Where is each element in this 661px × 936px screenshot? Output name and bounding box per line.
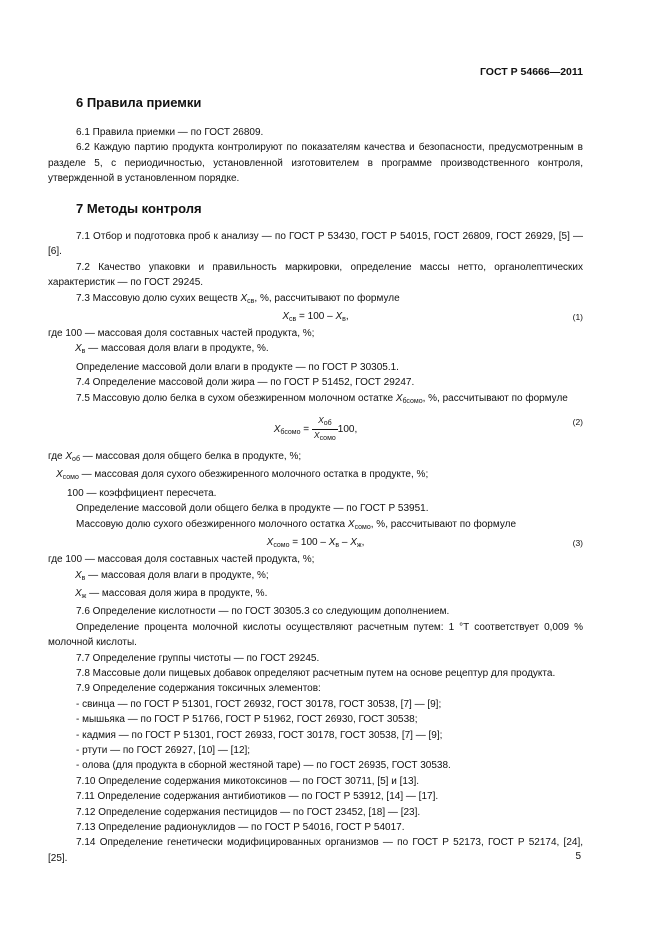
formula-1 <box>48 309 583 326</box>
paragraph-7-2: 7.2 Качество упаковки и правильность маркировки, определение массы нетто, органолептических характеристик — по ГОСТ 29245. <box>48 261 583 289</box>
definition-2-a: где $X_{об}$ — массовая доля общего белка в продукте, %; <box>48 451 302 464</box>
list-item-arsenic: - мышьяка — по ГОСТ Р 51766, ГОСТ Р 51962, ГОСТ 26930, ГОСТ 30538; <box>76 714 418 726</box>
paragraph-7-8: 7.8 Массовые доли пищевых добавок определяют расчетным путем на основе рецептур для продукта. <box>76 667 556 679</box>
paragraph-7-7: 7.7 Определение группы чистоты — по ГОСТ 29245. <box>76 652 320 664</box>
paragraph-7-13: 7.13 Определение радионуклидов — по ГОСТ Р 54016, ГОСТ Р 54017. <box>76 822 405 833</box>
formula-2-expression: $X_{бсомо}$ = $\frac{X_{об}}{X_{сомо}}$ 100, <box>273 415 358 443</box>
definition-2-b: $X_{сомо}$ — массовая доля сухого обезжиренного молочного остатка в продукте, %; <box>56 469 429 482</box>
paragraph-7-6: 7.6 Определение кислотности — по ГОСТ 30305.3 со следующим дополнением. <box>76 606 450 618</box>
list-item-mercury: - ртути — по ГОСТ 26927, [10] — [12]; <box>76 744 251 756</box>
section-7-body <box>48 229 583 866</box>
paragraph-7-14: 7.14 Определение генетически модифицированных организмов — по ГОСТ Р 52173, ГОСТ Р 52174, [24], [25]. <box>48 837 583 864</box>
formula-3 <box>48 535 583 552</box>
paragraph-7-6-lactic: Определение процента молочной кислоты осуществляют расчетным путем: 1 °Т соответствует 0,009 % молочной кислоты. <box>48 621 583 649</box>
definition-1-b: $X_в$ — массовая доля влаги в продукте, %. <box>75 343 269 356</box>
paragraph-7-5-protein: Определение массовой доли общего белка в продукте — по ГОСТ Р 53951. <box>76 503 429 515</box>
formula-2-number: (2) <box>572 417 583 428</box>
paragraph-7-10: 7.10 Определение содержания микотоксинов — по ГОСТ 30711, [5] и [13]. <box>76 775 420 787</box>
paragraph-6-2: 6.2 Каждую партию продукта контролируют по показателям качества и безопасности, предусмотренным в разделе 5, с периодичностью, установленной изготовителем в программе производственного контроля, утвержденной в установленном порядке. <box>48 142 583 185</box>
definition-3-a: где 100 — массовая доля составных частей продукта, %; <box>48 554 315 566</box>
paragraph-7-5: 7.5 Массовую долю белка в сухом обезжиренном молочном остатке $X_{бсомо}$, %, рассчитывают по формуле <box>76 392 568 405</box>
definition-1-a: где 100 — массовая доля составных частей продукта, %; <box>48 328 315 340</box>
section-6-title: 6 Правила приемки <box>76 95 202 110</box>
definition-3-c: $X_ж$ — массовая доля жира в продукте, %. <box>75 587 268 600</box>
formula-1-number: (1) <box>572 312 583 323</box>
formula-3-number: (3) <box>572 538 583 549</box>
formula-2 <box>48 409 583 449</box>
paragraph-7-5-somo: Массовую долю сухого обезжиренного молочного остатка $X_{сомо}$, %, рассчитывают по формуле <box>76 518 516 531</box>
paragraph-7-4: 7.4 Определение массовой доли жира — по ГОСТ Р 51452, ГОСТ 29247. <box>76 377 415 389</box>
paragraph-7-12: 7.12 Определение содержания пестицидов — по ГОСТ 23452, [18] — [23]. <box>76 806 421 818</box>
paragraph-7-9: 7.9 Определение содержания токсичных элементов: <box>76 683 321 695</box>
list-item-tin: - олова (для продукта в сборной жестяной таре) — по ГОСТ 26935, ГОСТ 30538. <box>76 760 451 772</box>
formula-3-expression: $X_{сомо} = 100 - X_в - X_ж$, <box>266 537 365 550</box>
document-id-header: ГОСТ Р 54666—2011 <box>479 66 583 78</box>
definition-2-c: 100 — коэффициент пересчета. <box>67 487 217 499</box>
section-6-body <box>48 125 583 187</box>
list-item-lead: - свинца — по ГОСТ Р 51301, ГОСТ 26932, ГОСТ 30178, ГОСТ 30538, [7] — [9]; <box>76 698 442 710</box>
list-item-cadmium: - кадмия — по ГОСТ Р 51301, ГОСТ 26933, ГОСТ 30178, ГОСТ 30538, [7] — [9]; <box>76 729 443 741</box>
paragraph-7-3: 7.3 Массовую долю сухих веществ $X_{св}$, %, рассчитывают по формуле <box>76 292 400 305</box>
paragraph-6-1: 6.1 Правила приемки — по ГОСТ 26809. <box>76 127 264 138</box>
section-7-title: 7 Методы контроля <box>76 201 202 216</box>
page-number: 5 <box>575 851 581 862</box>
paragraph-7-11: 7.11 Определение содержания антибиотиков — по ГОСТ Р 53912, [14] — [17]. <box>76 791 439 803</box>
definition-3-b: $X_в$ — массовая доля влаги в продукте, %; <box>75 569 269 582</box>
formula-1-expression: $X_{св} = 100 - X_в$, <box>282 311 349 324</box>
paragraph-7-3-moisture: Определение массовой доли влаги в продукте — по ГОСТ Р 30305.1. <box>76 361 399 373</box>
paragraph-7-1: 7.1 Отбор и подготовка проб к анализу — по ГОСТ Р 53430, ГОСТ Р 54015, ГОСТ 26809, ГОСТ 26929, [5] — [6]. <box>48 231 583 258</box>
